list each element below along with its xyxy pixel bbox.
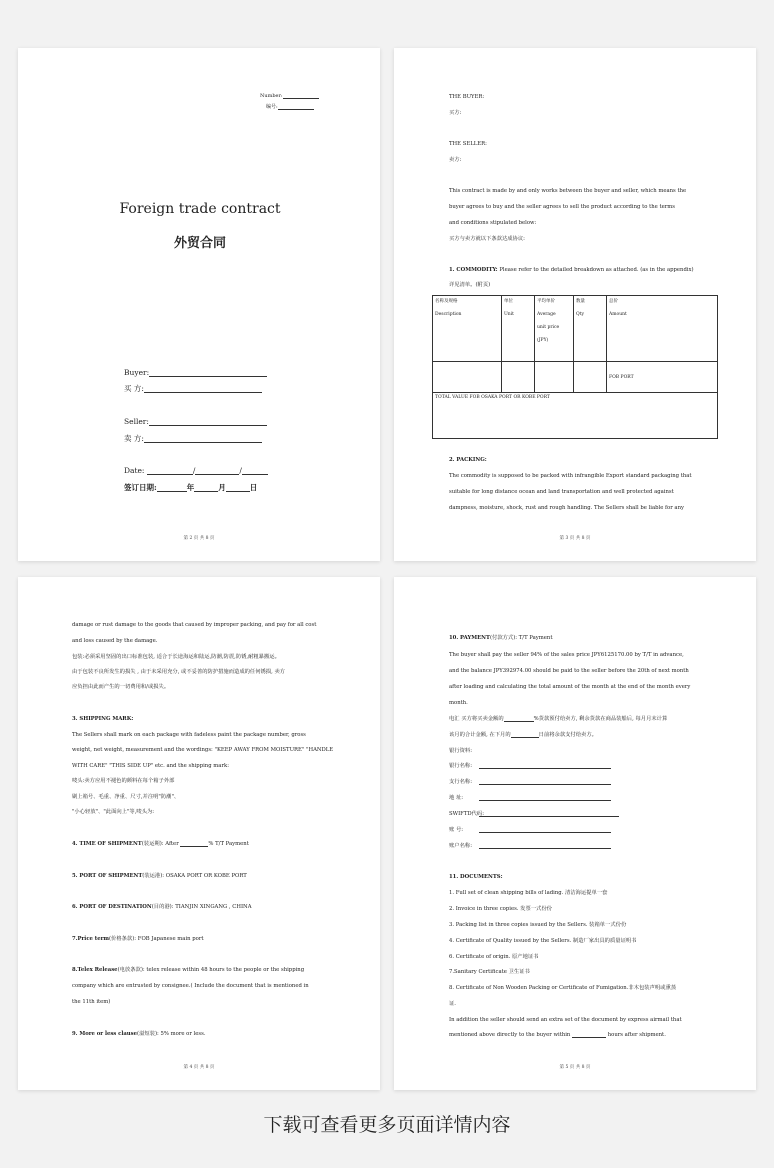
port-of-destination (72, 904, 252, 910)
text-line: company which are entrusted by consignee.( Include the document that is mentioned in (72, 983, 309, 989)
header-cn: 单位 (504, 299, 513, 304)
text-segment: hours after shipment. (607, 1032, 666, 1038)
text-line: 由于包装不良所发生的损失 , 由于未采用充分, 或不妥善的防护措施而造成的任何锈损, 卖方 (72, 669, 286, 675)
header-cn: 名称及规格 (435, 299, 458, 304)
text-segment: 该月的合计金额, 在下月的 (449, 732, 511, 738)
field-label: 账 号: (449, 827, 464, 833)
clause-cn: (付款方式) (489, 635, 516, 641)
text-line (449, 1032, 666, 1038)
page-terms-3 (394, 577, 756, 1090)
seller-en-field (124, 417, 267, 426)
total-label: TOTAL VALUE FOB OSAKA PORT OR KOBE PORT (435, 395, 550, 400)
swift-field (449, 811, 619, 817)
clause-heading: 10. PAYMENT (449, 635, 490, 641)
table-cell (433, 362, 502, 393)
document-item: 证. (449, 1001, 456, 1007)
text-line: damage or rust damage to the goods that caused by improper packing, and pay for all cost (72, 622, 317, 628)
field-label: 支行名称: (449, 779, 472, 785)
clause-cn: (装运港) (142, 873, 163, 879)
intro-line: This contract is made by and only works between the buyer and seller, which means the (449, 188, 687, 194)
buyer-en-label: Buyer: (124, 368, 150, 377)
header-en: (JPY) (537, 338, 549, 343)
clause-heading: 7.Price term (72, 936, 109, 942)
page-number: 第 2 页 共 8 页 (183, 536, 215, 541)
clause-heading: 4. TIME OF SHIPMENT (72, 841, 142, 847)
document-item: 6. Certificate of origin. 原产地证书 (449, 954, 539, 960)
table-row (433, 362, 718, 393)
page-number: 第 3 页 共 8 页 (559, 536, 591, 541)
packing-line: The commodity is supposed to be packed with infrangible Export standard packaging that (449, 473, 692, 479)
commodity-cn: 详见清单。(附页) (449, 282, 491, 288)
more-or-less-clause (72, 1031, 206, 1037)
text-line: WITH CARE" "THIS SIDE UP" etc. and the shipping mark: (72, 763, 229, 769)
buyer-en: THE BUYER: (449, 94, 485, 100)
fob-cell (607, 362, 718, 393)
table-cell (535, 362, 574, 393)
clause-text: : telex release within 48 hours to the people or the shipping (142, 967, 305, 973)
documents-heading: 11. DOCUMENTS: (449, 874, 503, 880)
bianhao-field (266, 104, 314, 110)
header-cell-unit (502, 296, 535, 362)
title-en: Foreign trade contract (119, 201, 281, 217)
table-total-row (433, 393, 718, 439)
clause-cn: (电放条款) (117, 967, 143, 973)
clause-text: : T/T Payment (515, 635, 553, 641)
text-line: In addition the seller should send an extra set of the document by express airmail that (449, 1017, 682, 1023)
text-line: The buyer shall pay the seller 94% of the sales price JPY6125170.00 by T/T in advance, (449, 652, 684, 658)
packing-line: dampness, moisture, shock, rust and rough handling. The Sellers shall be liable for any (449, 505, 684, 511)
day-label: 日 (249, 483, 258, 492)
text-line: "小心轻放"、"此面向上"等,唛头为: (72, 809, 155, 815)
telex-release (72, 967, 304, 973)
header-cn: 平均单价 (537, 299, 555, 304)
bank-name-field (449, 763, 611, 769)
date-cn-label: 签订日期: (124, 483, 157, 492)
clause-heading: 5. PORT OF SHIPMENT (72, 873, 143, 879)
field-label: 地 址: (449, 795, 464, 801)
field-label: SWIFTD代码: (449, 811, 484, 817)
total-cell (433, 393, 718, 439)
clause-text: : After (161, 841, 179, 847)
clause-heading: 6. PORT OF DESTINATION (72, 904, 152, 910)
clause-cn: (装运期) (141, 841, 162, 847)
header-en: unit price (537, 325, 560, 330)
text-line (449, 716, 667, 722)
seller-cn: 卖方: (449, 157, 462, 163)
header-cn: 数量 (576, 299, 585, 304)
header-en: Amount (609, 312, 627, 317)
page-cover (18, 48, 380, 561)
payment-line (449, 635, 552, 641)
text-line: 刷上箱号、毛重、净重、尺寸,并注明"防潮"、 (72, 794, 180, 800)
intro-cn: 买方与卖方就以下条款达成协议: (449, 236, 525, 242)
header-cell-amount (607, 296, 718, 362)
clause-heading: 9. More or less clause (72, 1031, 138, 1037)
header-cell-price (535, 296, 574, 362)
text-segment: 日前将余款支付给卖方。 (538, 732, 597, 738)
text-line: weight, net weight, measurement and the wordings: "KEEP AWAY FROM MOISTURE" "HANDLE (72, 747, 334, 753)
text-line: after loading and calculating the total amount of the month at the end of the month every (449, 684, 691, 690)
text-line: the 11th item) (72, 999, 111, 1005)
clause-text: : FOB Japanese main port (134, 936, 204, 942)
number-field (260, 93, 319, 99)
header-cn: 总价 (609, 299, 618, 304)
field-label: 银行名称: (449, 763, 472, 769)
table-header-row (433, 296, 718, 362)
header-en: Description (435, 312, 462, 317)
text-line: 包装:必须采用坚固的出口标准包装, 适合于长途海运和陆运,防潮,防震,防锈,耐粗暴搬运。 (72, 654, 280, 660)
page-number: 第 5 页 共 8 页 (559, 1065, 591, 1070)
document-item: 4. Certificate of Quality issued by the Sellers. 制造厂家出具的质量证明书 (449, 938, 637, 944)
clause-cn: (目的港) (151, 904, 172, 910)
month-label: 月 (218, 483, 226, 492)
text-line (449, 732, 597, 738)
year-label: 年 (186, 483, 195, 492)
account-name-field (449, 843, 611, 849)
seller-cn-field (124, 434, 262, 443)
clause-heading: 8.Telex Release (72, 967, 118, 973)
intro-line: buyer agrees to buy and the seller agrees to sell the product according to the terms (449, 204, 675, 210)
fob-label: FOB PORT (609, 374, 634, 380)
document-item: 3. Packing list in three copies issued by the Sellers. 装箱单一式份份 (449, 922, 627, 928)
clause-cn: (溢短装) (137, 1031, 158, 1037)
packing-heading: 2. PACKING: (449, 457, 487, 463)
buyer-cn-label: 买 方: (124, 384, 144, 393)
page-terms-2 (18, 577, 380, 1090)
packing-line: suitable for long distance ocean and land transportation and well protected against (449, 489, 674, 495)
document-item: 8. Certificate of Non Wooden Packing or Certificate of Fumigation.非木包装声明或熏蒸 (449, 985, 677, 991)
time-of-shipment (72, 841, 249, 847)
commodity-heading: 1. COMMODITY: (449, 267, 498, 273)
page-number: 第 4 页 共 8 页 (183, 1065, 215, 1070)
intro-line: and conditions stipulated below: (449, 220, 537, 226)
header-en: Qty (576, 312, 585, 317)
seller-cn-label: 卖 方: (124, 434, 144, 443)
goods-table (432, 295, 718, 439)
field-label: 账户名称: (449, 843, 472, 849)
text-line: The Sellers shall mark on each package with fadeless paint the package number, gross (72, 732, 306, 738)
text-line: 唛头:卖方应用不褪色的颜料在每个箱子外部 (72, 778, 175, 784)
account-no-field (449, 827, 611, 833)
commodity-line (449, 267, 694, 273)
title-cn: 外贸合同 (173, 236, 226, 251)
number-label: Number: (260, 93, 283, 99)
bank-info-label: 银行资料: (449, 748, 472, 754)
shipping-mark-heading: 3. SHIPPING MARK: (72, 716, 134, 722)
clause-text: : TIANJIN XINGANG , CHINA (171, 904, 252, 910)
buyer-en-field (124, 368, 267, 377)
date-en-field: Date: / / (124, 466, 268, 475)
clause-cn: (价格条款) (108, 936, 135, 942)
seller-en-label: Seller: (124, 417, 149, 426)
table-cell (574, 362, 607, 393)
text-line: and the balance JPY392974.00 should be paid to the seller before the 20th of next month (449, 668, 689, 674)
clause-text: : 5% more or less. (157, 1031, 206, 1037)
buyer-cn-field (124, 384, 262, 393)
header-en: Unit (504, 312, 514, 317)
port-of-shipment (72, 873, 247, 879)
download-caption: 下载可查看更多页面详情内容 (263, 1114, 511, 1136)
clause-text: : OSAKA PORT OR KOBE PORT (162, 873, 247, 879)
page-terms-1 (394, 48, 756, 561)
header-cell-qty (574, 296, 607, 362)
header-en: Average (537, 312, 556, 317)
commodity-text: Please refer to the detailed breakdown as attached. (as in the appendix) (499, 267, 694, 273)
buyer-cn: 买方: (449, 110, 462, 116)
text-line: and loss caused by the damage. (72, 638, 158, 644)
table-cell (502, 362, 535, 393)
price-term (72, 936, 203, 942)
date-en-label: Date: (124, 466, 145, 475)
text-segment: mentioned above directly to the buyer within (449, 1032, 571, 1038)
text-line: month. (449, 700, 468, 706)
clause-text: % T/T Payment (208, 841, 249, 847)
text-segment: 电汇 买方将买卖金额的 (449, 716, 504, 722)
text-segment: %货款预付给卖方, 剩余货款在商品装船后, 每月月末计算 (533, 716, 668, 722)
document-item: 7.Sanitary Certificate 卫生证书 (449, 969, 530, 975)
bianhao-label: 编号: (266, 104, 278, 110)
text-line: 应负担由此而产生的一切费用和/或损失。 (72, 684, 170, 690)
header-cell-description (433, 296, 502, 362)
address-field (449, 795, 611, 801)
branch-name-field (449, 779, 611, 785)
date-cn-field (124, 483, 257, 492)
document-item: 2. Invoice in three copies. 发票一式份份 (449, 906, 552, 912)
seller-en: THE SELLER: (449, 141, 487, 147)
document-item: 1. Full set of clean shipping bills of lading. 清洁海运提单一套 (449, 890, 608, 896)
